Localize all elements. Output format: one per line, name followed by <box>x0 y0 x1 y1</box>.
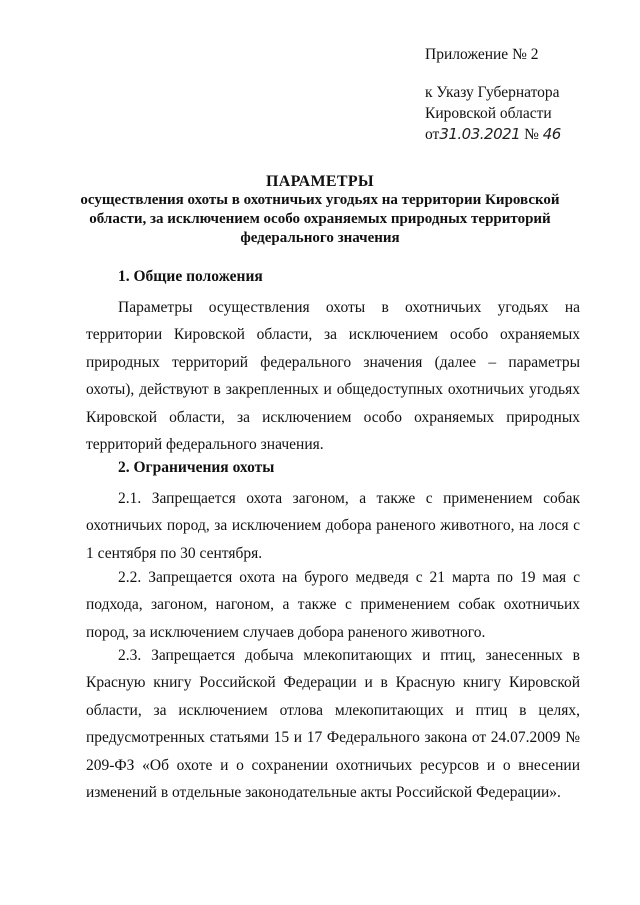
annex-region: Кировской области <box>425 105 552 122</box>
annex-number: Приложение № 2 <box>425 46 539 63</box>
title-line-1: осуществления охоты в охотничьих угодьях на территории Кировской <box>80 192 560 208</box>
handwritten-number: 46 <box>542 125 561 143</box>
section-1-heading: 1. Общие положения <box>118 268 263 285</box>
title-line-3: федерального значения <box>240 230 400 246</box>
section-1-paragraph: Параметры осуществления охоты в охотничьих угодьях на территории Кировской области, за исключением особо охраняемых природных территорий федерального значения (далее – параметры охоты), действуют в закрепленных и общедоступных охотничьих угодьях Кировской области, за исключением особо охраняемых природных территорий федерального значения. <box>86 299 580 454</box>
handwritten-date: 31.03.2021 <box>439 125 521 143</box>
title-main: ПАРАМЕТРЫ <box>266 173 374 190</box>
paragraph-2-3: 2.3. Запрещается добыча млекопитающих и птиц, занесенных в Красную книгу Российской Федерации и в Красную книгу Кировской области, за исключением отлова млекопитающих и птиц в целях, предусмотренных статьями 15 и 17 Федерального закона от 24.07.2009 № 209-ФЗ «Об охоте и о сохранении охотничьих ресурсов и о внесении изменений в отдельные законодательные акты Российской Федерации». <box>86 647 580 802</box>
document-title <box>60 172 580 248</box>
section-2-heading: 2. Ограничения охоты <box>118 459 275 476</box>
date-prefix: от <box>425 126 440 143</box>
annex-decree-ref: к Указу Губернатора <box>425 84 560 101</box>
paragraph-2-2: 2.2. Запрещается охота на бурого медведя с 21 марта по 19 мая с подхода, загоном, нагоном, а также с применением собак охотничьих пород, за исключением случаев добора раненого животного. <box>86 569 580 641</box>
annex-block <box>425 44 561 145</box>
annex-date-line <box>425 124 561 145</box>
title-line-2: области, за исключением особо охраняемых природных территорий <box>89 211 551 227</box>
paragraph-2-1: 2.1. Запрещается охота загоном, а также с применением собак охотничьих пород, за исключением добора раненого животного, на лося с 1 сентября по 30 сентября. <box>86 490 580 562</box>
number-prefix: № <box>524 126 539 143</box>
